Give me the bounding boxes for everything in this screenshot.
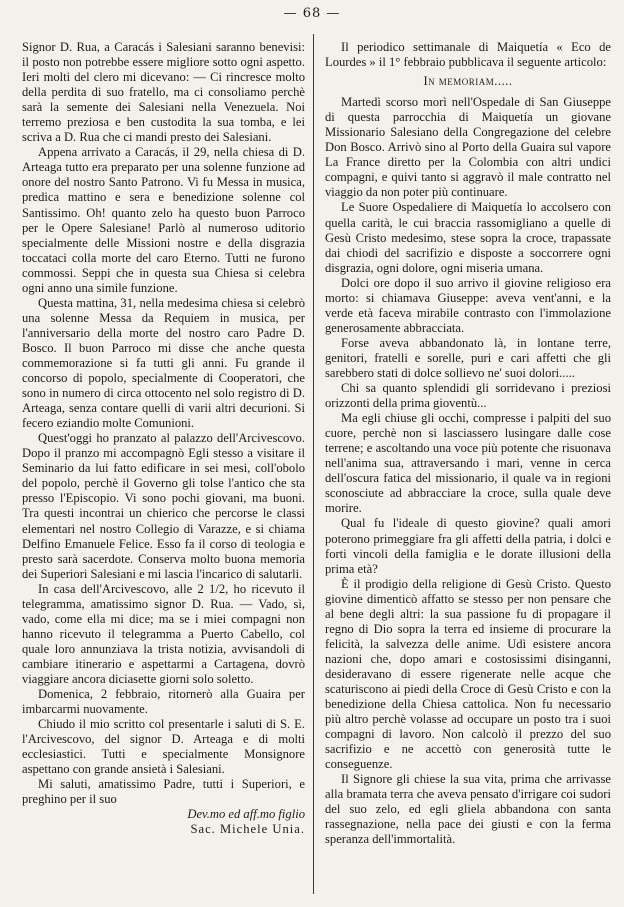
article-heading: In memoriam..... (423, 74, 513, 89)
page-number: — 68 — (283, 6, 341, 21)
letter-paragraph-4: Quest'oggi ho pranzato al palazzo dell'Arcivescovo. Dopo il pranzo mi accompagnò Egli stesso a visitare il Seminario da lui fatto edificare in sei mesi, coll'obolo del popolo, perchè il Governo gli tolse l'antico che sta presso l'Episcopio. Vi sono pochi giovani, ma buoni. Tra questi incontrai un chierico che percorse le classi elementari nel nostro Collegio di Varazze, e si chiama Delfino Emanuele Felice. Esso fa il corso di teologia e presto sarà sacerdote. Conserva molto buona memoria dei Superiori Salesiani e mi lascia l'incarico di salutarli. (22, 431, 305, 581)
article-paragraph-7: Qual fu l'ideale di questo giovine? quali amori poterono primeggiare fra gli affetti della patria, i dolci e forti vincoli della famiglia e le dorate illusioni della prima età? (325, 516, 611, 576)
article-paragraph-6: Ma egli chiuse gli occhi, compresse i palpiti del suo cuore, perchè non si lasciassero lusingare dalle cose terrene; e ascoltando una voce più potente che risuonava nell'anima sua, attraversando i mari, venne in cerca dell'oscura fatica del missionario, il quale va in regioni sconosciute ad abbracciare la croce, sulla quale deve morire. (325, 411, 611, 516)
letter-paragraph-5: In casa dell'Arcivescovo, alle 2 1/2, ho ricevuto il telegramma, amatissimo signor D. Rua. — Vado, sì, vado, come ella mi dice; ma se i miei compagni non hanno ricevuto il telegramma a Puerto Cabello, col quale loro annunziava la trista notizia, avvisandoli di cambiare itinerario e aspettarmi a Cartagena, dovrò viaggiare ancora diciasette giorni solo soletto. (22, 581, 305, 686)
article-paragraph-8: È il prodigio della religione di Gesù Cristo. Questo giovine dimenticò affatto se stesso per non pensare che al bene degli altri: la sua passione fu di propagare il regno di Dio sopra la terra ed insieme di procurare la felicità, la salvezza delle anime. Udì esistere ancora nazioni che, dopo amari e costosissimi disinganni, desideravano di essere rigenerate nelle acque che scaturiscono ai piedi della Croce di Gesù Cristo e con la benedizione della Chiesa cattolica. Non fu necessario più altro perchè volasse ad occupare un posto tra i suoi compagni di lavoro. Non calcolò il prezzo del suo sacrifizio e ne accettò con generosità tutte le conseguenze. (325, 576, 611, 772)
column-divider (313, 34, 314, 894)
signature-name: Sac. Michele Unia. (190, 822, 305, 837)
article-paragraph-3: Dolci ore dopo il suo arrivo il giovine religioso era morto: si chiamava Giuseppe: aveva vent'anni, e la verde età faceva mirabile contrasto con l'immolazione generosamente abbracciata. (325, 275, 611, 335)
right-column (325, 40, 611, 847)
article-paragraph-5: Chi sa quanto splendidi gli sorridevano i preziosi orizzonti della prima gioventù... (325, 381, 611, 411)
letter-paragraph-2: Appena arrivato a Caracás, il 29, nella chiesa di D. Arteaga tutto era preparato per una solenne funzione ad onore del nostro Santo Patrono. Vi fu Messa in musica, predica mattino e sera e benedizione solenne col Santissimo. Oh! quanto zelo ha questo buon Parroco per le Opere Salesiane! Parlò al numeroso uditorio specialmente delle Missioni nostre e della disgrazia toccataci colla morte del caro Eterno. Tutti ne furono commossi. Seppi che in questa sua Chiesa si celebra ogni anno una simile funzione. (22, 145, 305, 295)
letter-paragraph-3: Questa mattina, 31, nella medesima chiesa si celebrò una solenne Messa da Requiem in musica, per l'anniversario della morte del nostro caro Padre D. Bosco. Il buon Parroco mi disse che anche questa commemorazione si fa tutti gli anni. Fu grande il concorso di popolo, specialmente di Cooperatori, che sono in numero di circa ottocento nel solo registro di D. Arteaga, senza contare quelli di varii altri decurioni. Si fecero eziandio molte Comunioni. (22, 295, 305, 431)
letter-paragraph-7: Chiudo il mio scritto col presentarle i saluti di S. E. l'Arcivescovo, del signor D. Arteaga e di molti ecclesiastici. Tutti e specialmente Monsignore aspettano con grande ansietà i Salesiani. (22, 717, 305, 777)
article-paragraph-1: Martedì scorso morì nell'Ospedale di San Giuseppe di questa parrocchia di Maiquetía un giovane Missionario Salesiano della Congregazione del celebre Don Bosco. Arrivò sino al Porto della Guaira sul vapore La France diretto per la Colombia con altri undici compagni, e quivi tanto si aggravò il male contratto nel viaggio da non poter più continuare. (325, 95, 611, 200)
article-paragraph-4: Forse aveva abbandonato là, in lontane terre, genitori, fratelli e sorelle, puri e cari affetti che gli sarebbero stati di dolce sollievo ne' suoi dolori..... (325, 335, 611, 380)
letter-paragraph-6: Domenica, 2 febbraio, ritornerò alla Guaira per imbarcarmi nuovamente. (22, 687, 305, 717)
letter-paragraph-1: Signor D. Rua, a Caracás i Salesiani saranno benevisi: il posto non potrebbe essere migliore sotto ogni aspetto. Ieri molti del clero mi dicevano: — Ci rincresce molto della perdita di suo fratello, ma ci consoliamo perchè sarà la semente dei Salesiani nella Venezuela. Noi terremo preziosa e ben custodita la sua tomba, e lei scriva a D. Rua che ci mandi presto dei Salesiani. (22, 40, 305, 145)
letter-paragraph-8: Mi saluti, amatissimo Padre, tutti i Superiori, e preghino per il suo (22, 777, 305, 807)
article-paragraph-2: Le Suore Ospedaliere di Maiquetía lo accolsero con quella carità, le cui braccia rassomigliano a quelle di Gesù Cristo medesimo, stese sopra la croce, trapassate dai chiodi del sacrifizio e disposte a soccorrere ogni disgrazia, ogni dolore, ogni miseria umana. (325, 200, 611, 275)
signature-closing: Dev.mo ed aff.mo figlio (187, 807, 305, 822)
left-column (22, 40, 305, 837)
article-paragraph-9: Il Signore gli chiese la sua vita, prima che arrivasse alla bramata terra che aveva pensato d'irrigare coi sudori del suo zelo, ed egli gliela abbandona con santa rassegnazione, nella pace dei giusti e con la ferma speranza dell'immortalità. (325, 772, 611, 847)
article-intro: Il periodico settimanale di Maiquetía « Eco de Lourdes » il 1° febbraio pubblicava il seguente articolo: (325, 40, 611, 70)
